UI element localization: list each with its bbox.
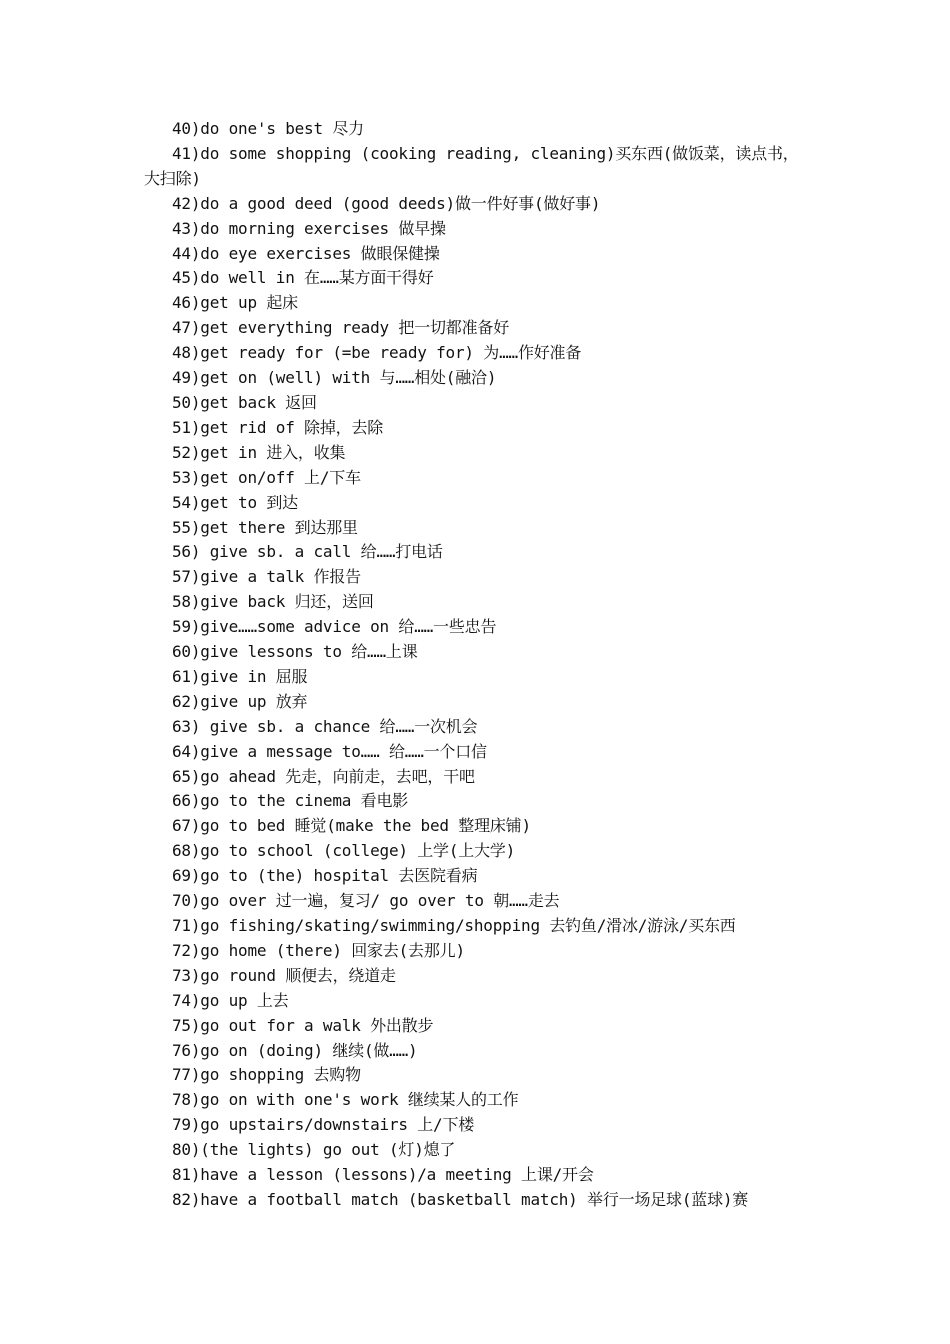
list-item: 82)have a football match (basketball match) 举行一场足球(蓝球)赛 [172, 1189, 749, 1209]
list-item: 40)do one's best 尽力 [172, 119, 364, 138]
list-item: 73)go round 顺便去，绕道走 [172, 965, 396, 985]
list-item: 45)do well in 在……某方面干得好 [172, 268, 434, 288]
list-item: 72)go home (there) 回家去(去那儿) [172, 940, 465, 960]
list-item: 71)go fishing/skating/swimming/shopping 去钓鱼/滑冰/游泳/买东西 [172, 916, 736, 935]
list-item: 46)get up 起床 [172, 293, 298, 313]
list-item: 55)get there 到达那里 [172, 517, 358, 537]
list-item: 63) give sb. a chance 给……一次机会 [172, 716, 478, 736]
list-item: 60)give lessons to 给……上课 [172, 642, 418, 662]
list-item: 81)have a lesson (lessons)/a meeting 上课/开会 [172, 1165, 594, 1185]
list-item: 69)go to (the) hospital 去医院看病 [172, 866, 478, 886]
list-item: 64)give a message to…… 给……一个口信 [172, 741, 487, 761]
list-item: 61)give in 屈服 [172, 666, 308, 686]
list-item: 47)get everything ready 把一切都准备好 [172, 318, 509, 338]
list-item: 76)go on (doing) 继续(做……) [172, 1040, 418, 1060]
list-item: 79)go upstairs/downstairs 上/下楼 [172, 1115, 475, 1135]
list-item: 54)get to 到达 [172, 492, 298, 512]
list-item: 67)go to bed 睡觉(make the bed 整理床铺) [172, 816, 531, 836]
list-item: 70)go over 过一遍，复习/ go over to 朝……走去 [172, 891, 560, 911]
list-item: 53)get on/off 上/下车 [172, 467, 361, 487]
list-item: 74)go up 上去 [172, 990, 289, 1010]
list-item: 66)go to the cinema 看电影 [172, 791, 409, 811]
list-item: 42)do a good deed (good deeds)做一件好事(做好事) [172, 193, 601, 213]
list-item: 78)go on with one's work 继续某人的工作 [172, 1090, 519, 1110]
list-item: 52)get in 进入，收集 [172, 442, 346, 462]
list-item: 57)give a talk 作报告 [172, 567, 361, 587]
list-item: 58)give back 归还，送回 [172, 592, 374, 612]
list-item: 68)go to school (college) 上学(上大学) [172, 841, 516, 861]
list-item: 41)do some shopping (cooking reading, cleaning)买东西(做饭菜，读点书，大扫除) [144, 143, 799, 188]
phrase-list [144, 117, 809, 1213]
list-item: 65)go ahead 先走，向前走，去吧，干吧 [172, 766, 475, 786]
list-item: 75)go out for a walk 外出散步 [172, 1015, 434, 1035]
list-item: 80)(the lights) go out (灯)熄了 [172, 1140, 456, 1160]
list-item: 43)do morning exercises 做早操 [172, 218, 446, 238]
list-item: 49)get on (well) with 与……相处(融洽) [172, 368, 497, 388]
list-item: 44)do eye exercises 做眼保健操 [172, 243, 440, 263]
list-item: 62)give up 放弃 [172, 691, 308, 711]
list-item: 77)go shopping 去购物 [172, 1065, 361, 1085]
list-item: 59)give……some advice on 给……一些忠告 [172, 617, 497, 637]
list-item: 48)get ready for (=be ready for) 为……作好准备 [172, 343, 582, 363]
list-item: 50)get back 返回 [172, 392, 317, 412]
list-item: 56) give sb. a call 给……打电话 [172, 542, 443, 562]
list-item: 51)get rid of 除掉，去除 [172, 417, 384, 437]
